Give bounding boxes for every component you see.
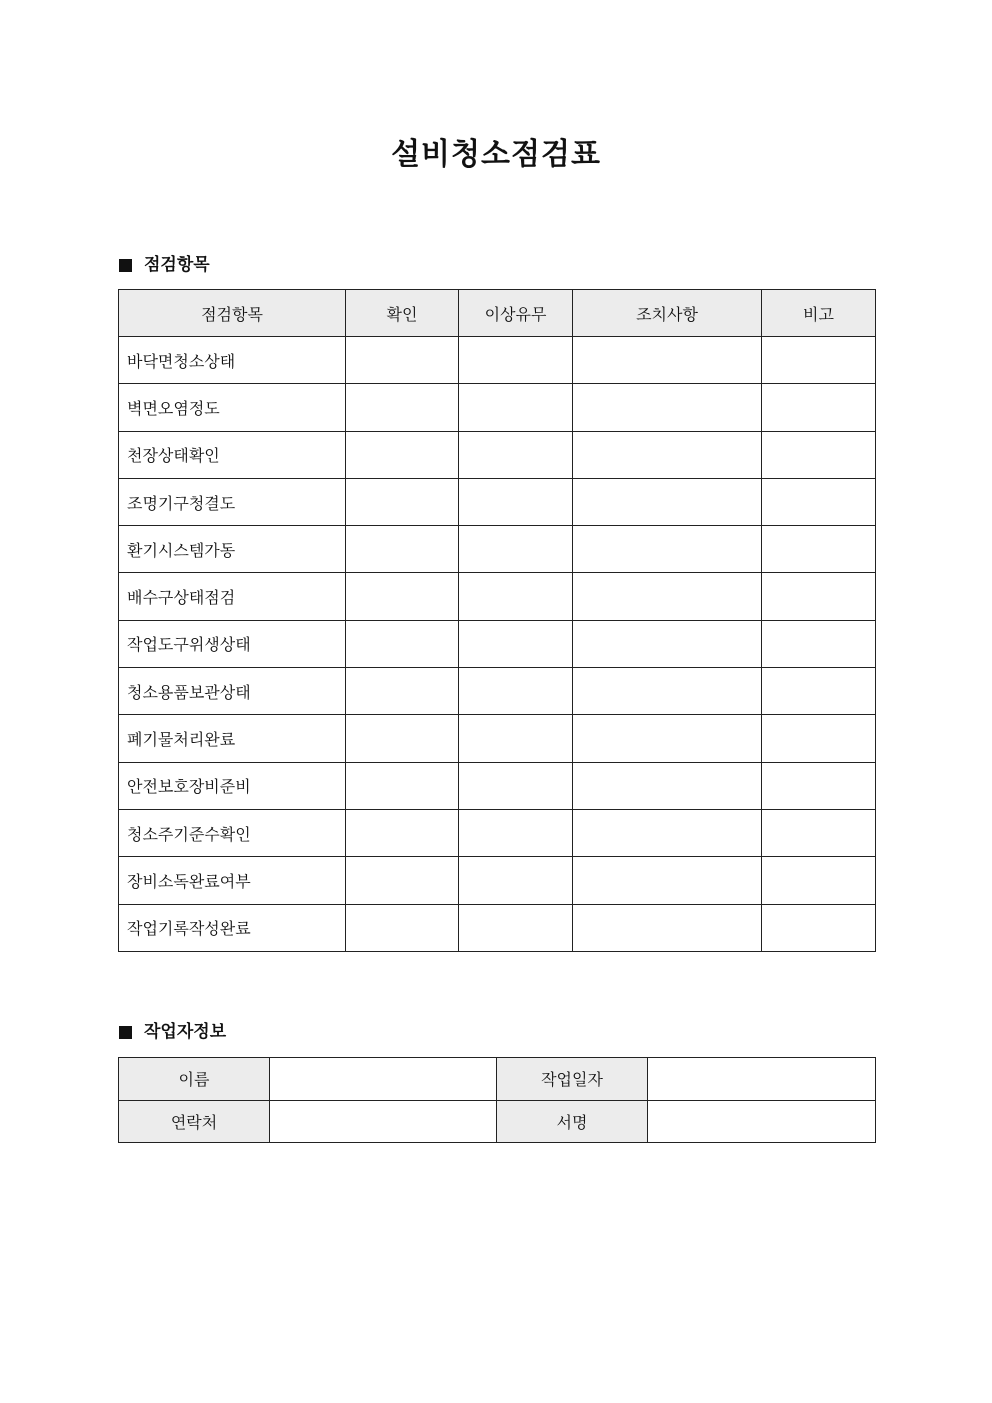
worker-info-table: [118, 1057, 876, 1143]
abnormal-cell[interactable]: [459, 526, 573, 573]
remarks-cell[interactable]: [762, 857, 876, 904]
confirm-cell[interactable]: [346, 809, 459, 856]
worker-section-heading: [119, 1020, 226, 1044]
column-header-confirm: 확인: [346, 290, 459, 337]
abnormal-cell[interactable]: [459, 762, 573, 809]
table-row: [119, 809, 876, 856]
contact-label: 연락처: [119, 1100, 270, 1143]
confirm-cell[interactable]: [346, 478, 459, 525]
signature-field[interactable]: [648, 1100, 876, 1143]
square-bullet-icon: [119, 1026, 132, 1039]
remarks-cell[interactable]: [762, 431, 876, 478]
remarks-cell[interactable]: [762, 526, 876, 573]
remarks-cell[interactable]: [762, 337, 876, 384]
inspection-item-label: 천장상태확인: [119, 431, 346, 478]
action-cell[interactable]: [573, 431, 762, 478]
table-row: [119, 478, 876, 525]
table-row: [119, 1100, 876, 1143]
confirm-cell[interactable]: [346, 715, 459, 762]
confirm-cell[interactable]: [346, 573, 459, 620]
worker-heading-label: 작업자정보: [144, 1022, 227, 1042]
confirm-cell[interactable]: [346, 904, 459, 951]
abnormal-cell[interactable]: [459, 573, 573, 620]
action-cell[interactable]: [573, 384, 762, 431]
remarks-cell[interactable]: [762, 668, 876, 715]
remarks-cell[interactable]: [762, 384, 876, 431]
table-row: [119, 904, 876, 951]
table-row: [119, 337, 876, 384]
inspection-item-label: 배수구상태점검: [119, 573, 346, 620]
inspection-item-label: 안전보호장비준비: [119, 762, 346, 809]
inspection-item-label: 작업도구위생상태: [119, 620, 346, 667]
work-date-field[interactable]: [648, 1058, 876, 1101]
work-date-label: 작업일자: [497, 1058, 648, 1101]
remarks-cell[interactable]: [762, 715, 876, 762]
abnormal-cell[interactable]: [459, 809, 573, 856]
table-row: [119, 620, 876, 667]
remarks-cell[interactable]: [762, 573, 876, 620]
action-cell[interactable]: [573, 857, 762, 904]
inspection-heading-label: 점검항목: [144, 255, 210, 275]
action-cell[interactable]: [573, 904, 762, 951]
inspection-item-label: 바닥면청소상태: [119, 337, 346, 384]
column-header-remarks: 비고: [762, 290, 876, 337]
action-cell[interactable]: [573, 337, 762, 384]
inspection-section-heading: [119, 253, 210, 277]
table-row: [119, 857, 876, 904]
inspection-item-label: 환기시스템가동: [119, 526, 346, 573]
action-cell[interactable]: [573, 573, 762, 620]
remarks-cell[interactable]: [762, 809, 876, 856]
abnormal-cell[interactable]: [459, 384, 573, 431]
action-cell[interactable]: [573, 809, 762, 856]
table-row: [119, 431, 876, 478]
column-header-action: 조치사항: [573, 290, 762, 337]
confirm-cell[interactable]: [346, 384, 459, 431]
action-cell[interactable]: [573, 762, 762, 809]
remarks-cell[interactable]: [762, 904, 876, 951]
confirm-cell[interactable]: [346, 668, 459, 715]
table-header-row: [119, 290, 876, 337]
confirm-cell[interactable]: [346, 337, 459, 384]
signature-label: 서명: [497, 1100, 648, 1143]
action-cell[interactable]: [573, 478, 762, 525]
action-cell[interactable]: [573, 620, 762, 667]
inspection-item-label: 조명기구청결도: [119, 478, 346, 525]
confirm-cell[interactable]: [346, 762, 459, 809]
action-cell[interactable]: [573, 715, 762, 762]
abnormal-cell[interactable]: [459, 904, 573, 951]
action-cell[interactable]: [573, 526, 762, 573]
abnormal-cell[interactable]: [459, 668, 573, 715]
inspection-item-label: 작업기록작성완료: [119, 904, 346, 951]
table-row: [119, 384, 876, 431]
confirm-cell[interactable]: [346, 857, 459, 904]
table-row: [119, 1058, 876, 1101]
confirm-cell[interactable]: [346, 526, 459, 573]
confirm-cell[interactable]: [346, 620, 459, 667]
abnormal-cell[interactable]: [459, 337, 573, 384]
column-header-item: 점검항목: [119, 290, 346, 337]
abnormal-cell[interactable]: [459, 431, 573, 478]
abnormal-cell[interactable]: [459, 715, 573, 762]
inspection-item-label: 폐기물처리완료: [119, 715, 346, 762]
abnormal-cell[interactable]: [459, 478, 573, 525]
action-cell[interactable]: [573, 668, 762, 715]
name-field[interactable]: [270, 1058, 497, 1101]
column-header-abnormal: 이상유무: [459, 290, 573, 337]
table-row: [119, 762, 876, 809]
table-row: [119, 668, 876, 715]
table-row: [119, 526, 876, 573]
inspection-table: [118, 289, 876, 952]
inspection-item-label: 청소주기준수확인: [119, 809, 346, 856]
table-row: [119, 715, 876, 762]
inspection-item-label: 장비소독완료여부: [119, 857, 346, 904]
remarks-cell[interactable]: [762, 478, 876, 525]
table-row: [119, 573, 876, 620]
inspection-item-label: 벽면오염정도: [119, 384, 346, 431]
abnormal-cell[interactable]: [459, 620, 573, 667]
remarks-cell[interactable]: [762, 762, 876, 809]
inspection-item-label: 청소용품보관상태: [119, 668, 346, 715]
contact-field[interactable]: [270, 1100, 497, 1143]
page-title: 설비청소점검표: [391, 137, 601, 172]
remarks-cell[interactable]: [762, 620, 876, 667]
name-label: 이름: [119, 1058, 270, 1101]
abnormal-cell[interactable]: [459, 857, 573, 904]
confirm-cell[interactable]: [346, 431, 459, 478]
square-bullet-icon: [119, 259, 132, 272]
